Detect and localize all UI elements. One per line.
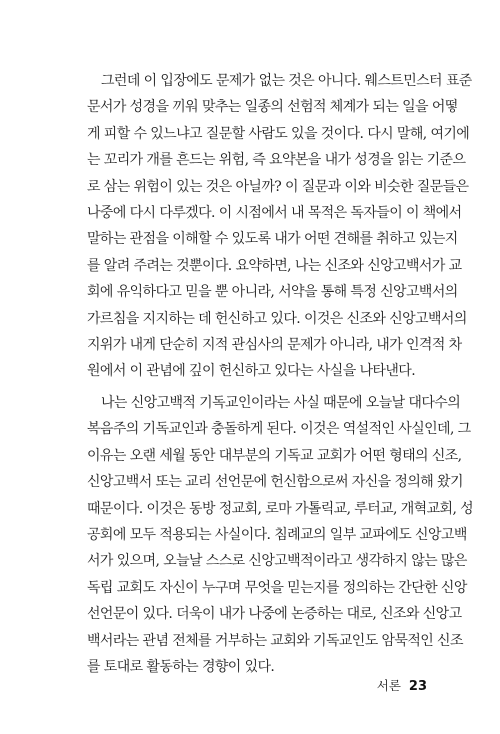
- text-line: 지위가 내게 단순히 지적 관심사의 문제가 아니라, 내가 인격적 차: [87, 337, 462, 354]
- text-line: 서가 있으며, 오늘날 스스로 신앙고백적이라고 생각하지 않는 많은: [87, 553, 467, 570]
- text-line: 말하는 관점을 이해할 수 있도록 내가 어떤 견해를 취하고 있는지: [87, 231, 458, 248]
- text-line: 게 피할 수 있느냐고 질문할 사람도 있을 것이다. 다시 말해, 여기에: [87, 125, 470, 142]
- paragraph-2: [87, 390, 474, 680]
- text-line: 백서라는 관념 전체를 거부하는 교회와 기독교인도 암묵적인 신조: [87, 632, 463, 649]
- body-text: [87, 68, 474, 680]
- text-line: 는 꼬리가 개를 흔드는 위험, 즉 요약본을 내가 성경을 읽는 기준으: [87, 152, 466, 169]
- text-line: 나중에 다시 다루겠다. 이 시점에서 내 목적은 독자들이 이 책에서: [87, 205, 462, 222]
- text-line: 를 토대로 활동하는 경향이 있다.: [87, 658, 275, 675]
- text-line: 회에 유익하다고 믿을 뿐 아니라, 서약을 통해 특정 신앙고백서의: [87, 284, 458, 301]
- text-line: 로 삼는 위험이 있는 것은 아닐까? 이 질문과 이와 비슷한 질문들은: [87, 178, 469, 195]
- paragraph-1: [87, 68, 472, 385]
- text-line: 그런데 이 입장에도 문제가 없는 것은 아니다. 웨스트민스터 표준: [101, 73, 472, 89]
- text-line: 독립 교회도 자신이 누구며 무엇을 믿는지를 정의하는 간단한 신앙: [87, 579, 467, 596]
- text-line: 를 알려 주려는 것뿐이다. 요약하면, 나는 신조와 신앙고백서가 교: [87, 257, 462, 274]
- text-line: 공회에 모두 적용되는 사실이다. 침례교의 일부 교파에도 신앙고백: [87, 526, 467, 543]
- running-section-title: 서론: [376, 678, 401, 693]
- page-footer: [377, 676, 427, 694]
- text-line: 이유는 오랜 세월 동안 대부분의 기독교 교회가 어떤 형태의 신조,: [87, 447, 462, 464]
- text-line: 복음주의 기독교인과 충돌하게 된다. 이것은 역설적인 사실인데, 그: [87, 421, 471, 438]
- text-line: 가르침을 지지하는 데 헌신하고 있다. 이것은 신조와 신앙고백서의: [87, 310, 467, 327]
- text-line: 원에서 이 관념에 깊이 헌신하고 있다는 사실을 나타낸다.: [87, 363, 416, 380]
- page-number: 23: [408, 679, 427, 694]
- text-line: 때문이다. 이것은 동방 정교회, 로마 가톨릭교, 루터교, 개혁교회, 성: [87, 500, 474, 517]
- text-line: 선언문이 있다. 더욱이 내가 나중에 논증하는 대로, 신조와 신앙고: [87, 606, 462, 623]
- text-line: 나는 신앙고백적 기독교인이라는 사실 때문에 오늘날 대다수의: [101, 394, 461, 411]
- text-line: 신앙고백서 또는 교리 선언문에 헌신함으로써 자신을 정의해 왔기: [87, 474, 463, 491]
- text-line: 문서가 성경을 끼워 맞추는 일종의 선험적 체계가 되는 일을 어떻: [87, 99, 458, 116]
